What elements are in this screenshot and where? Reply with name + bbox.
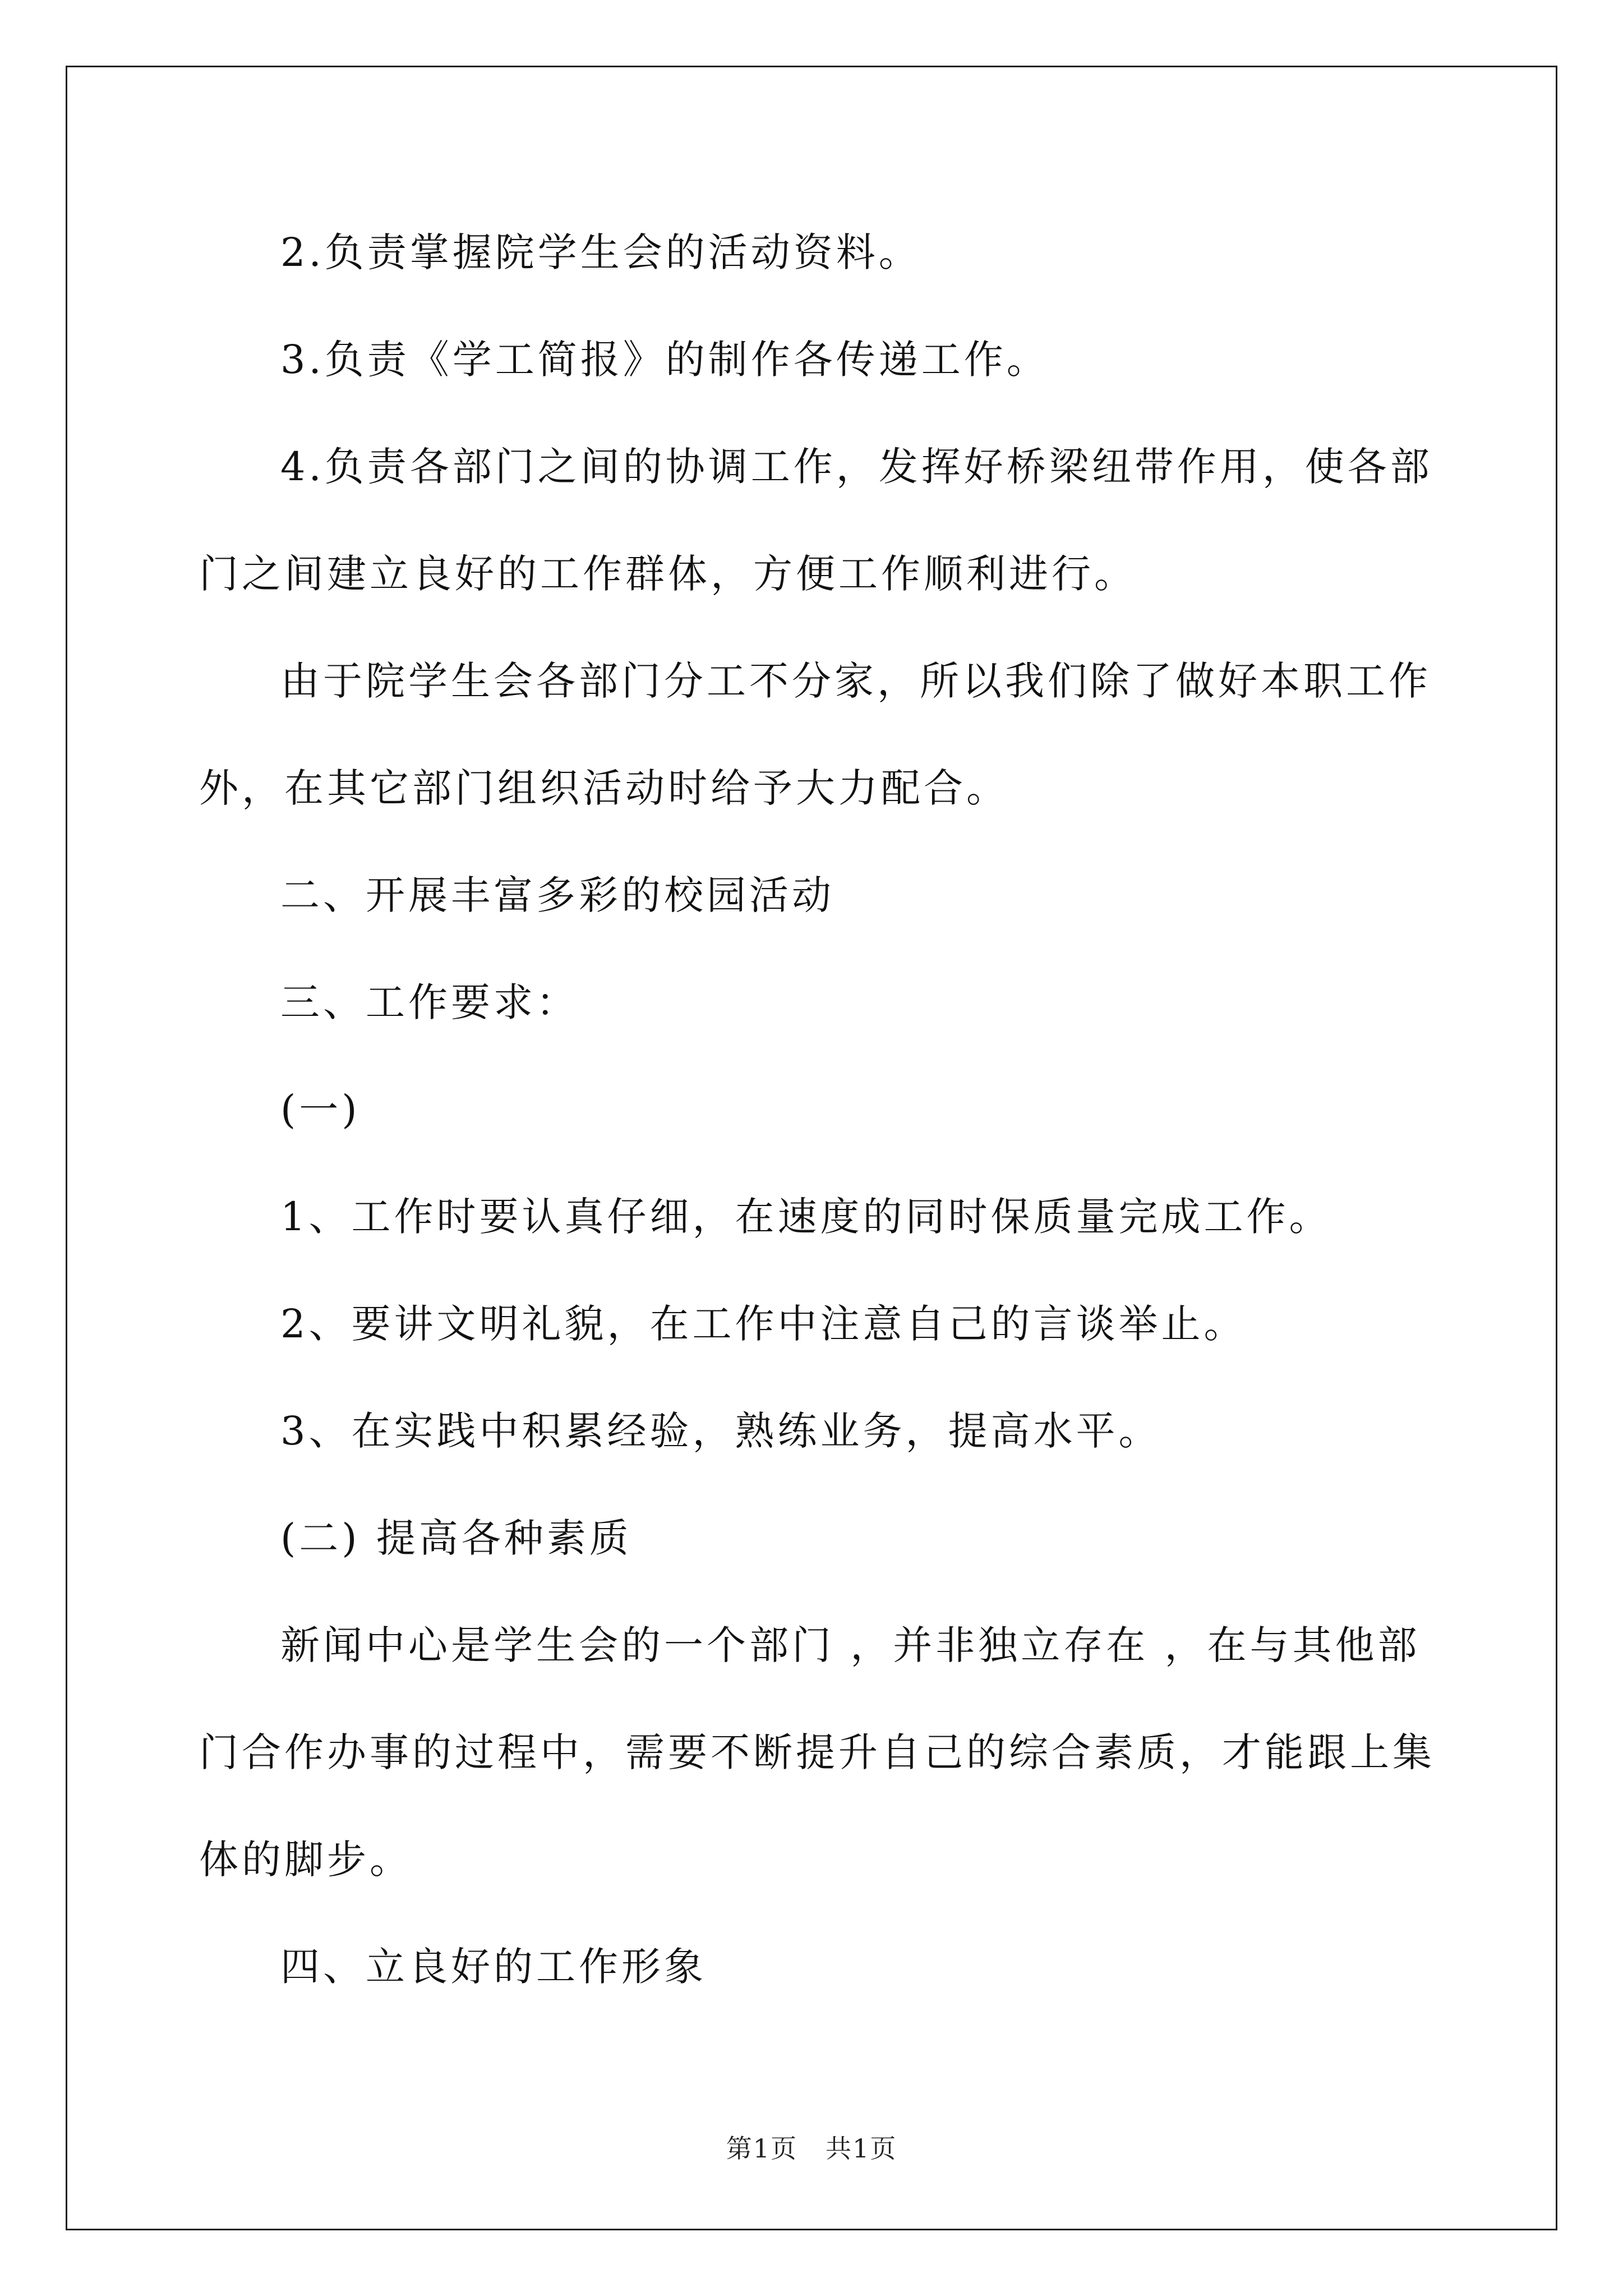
subsection-heading-1: (一) [280, 1087, 361, 1133]
page-number: 第1页 [726, 2133, 797, 2164]
paragraph-3: 4.负责各部门之间的协调工作，发挥好桥梁纽带作用，使各部门之间建立良好的工作群体，方便工作顺利进行。 [199, 444, 1433, 597]
page-footer [0, 2132, 1623, 2165]
page-total: 共1页 [826, 2133, 897, 2164]
document-body [199, 199, 1455, 2021]
subsection-heading-2: (二) 提高各种素质 [280, 1515, 632, 1561]
paragraph-news-center: 新闻中心是学生会的一个部门 ，并非独立存在 ，在与其他部门合作办事的过程中，需要不断提升自己的综合素质，才能跟上集体的脚步。 [199, 1622, 1435, 1883]
paragraph-4: 由于院学生会各部门分工不分家，所以我们除了做好本职工作外，在其它部门组织活动时给予大力配合。 [199, 658, 1431, 811]
paragraph-2: 3.负责《学工简报》的制作各传递工作。 [280, 337, 1049, 383]
section-heading-4: 四、立良好的工作形象 [280, 1944, 707, 1990]
requirement-item-2: 2、要讲文明礼貌，在工作中注意自己的言谈举止。 [280, 1301, 1247, 1347]
section-heading-2: 二、开展丰富多彩的校园活动 [280, 872, 834, 918]
section-heading-3: 三、工作要求： [280, 979, 579, 1025]
requirement-item-3: 3、在实践中积累经验，熟练业务，提高水平。 [280, 1408, 1161, 1454]
paragraph-1: 2.负责掌握院学生会的活动资料。 [280, 229, 921, 275]
requirement-item-1: 1、工作时要认真仔细，在速度的同时保质量完成工作。 [280, 1194, 1332, 1240]
